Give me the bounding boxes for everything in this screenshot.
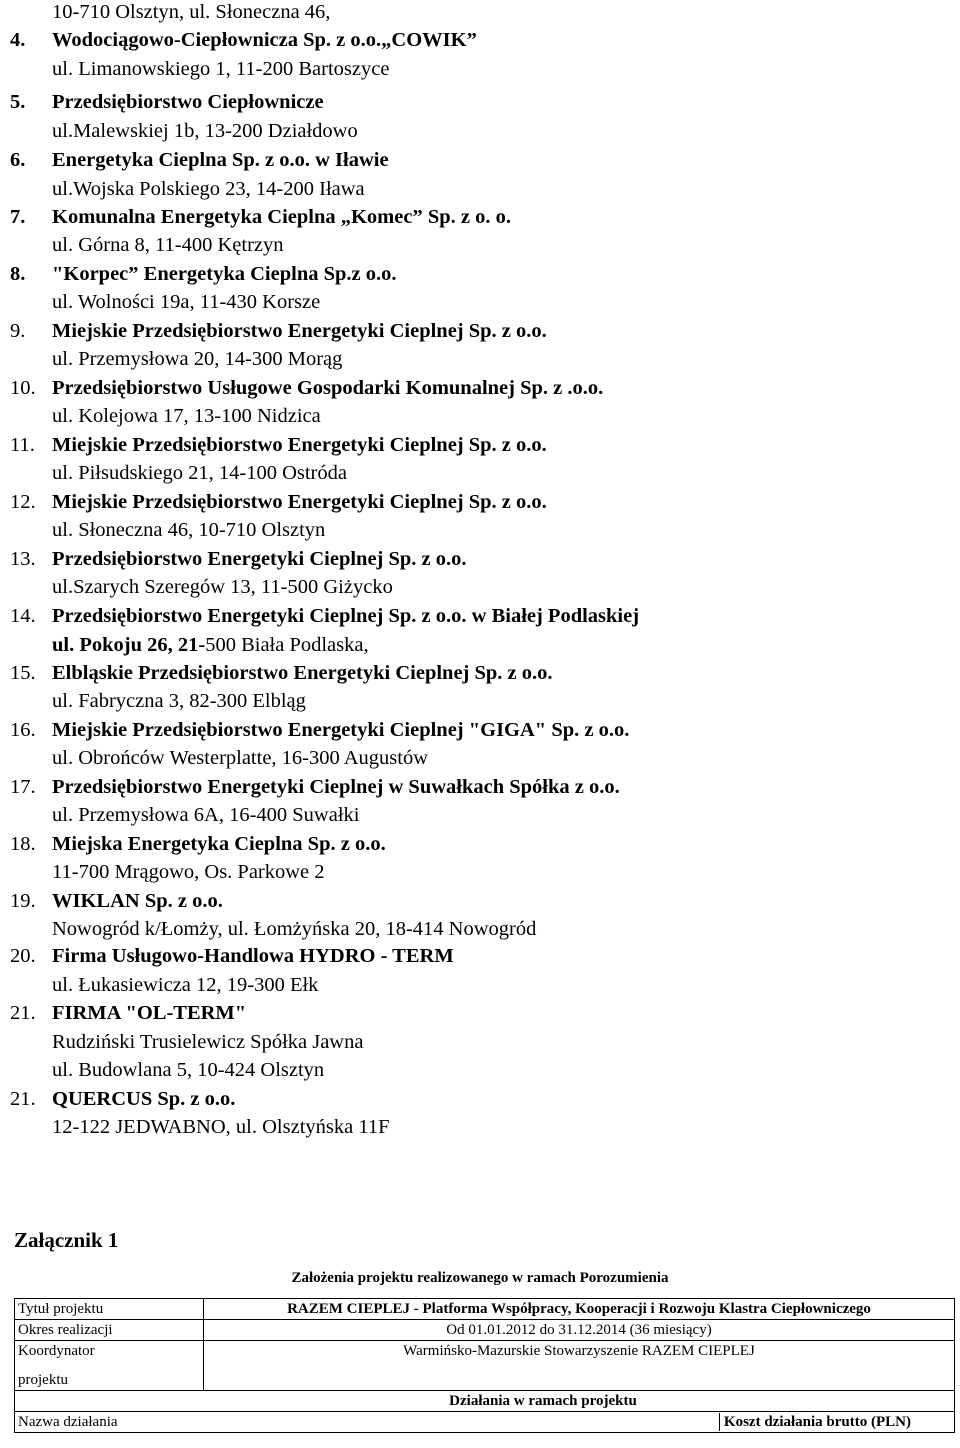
item-number: 14. xyxy=(10,605,36,627)
list-item xyxy=(10,1001,246,1025)
company-address: ul. Limanowskiego 1, 11-200 Bartoszyce xyxy=(52,58,390,80)
list-item xyxy=(10,28,477,52)
company-address xyxy=(52,633,369,657)
list-item xyxy=(10,433,547,457)
item-number: 11. xyxy=(10,434,35,456)
company-name: Przedsiębiorstwo Energetyki Cieplnej Sp. z o.o. xyxy=(52,548,467,570)
item-number: 5. xyxy=(10,91,26,113)
company-address: Rudziński Trusielewicz Spółka Jawna xyxy=(52,1031,364,1053)
annex-heading: Załącznik 1 xyxy=(14,1228,119,1252)
company-name: Komunalna Energetyka Cieplna „Komec” Sp. z o. o. xyxy=(52,206,511,228)
company-name: Miejskie Przedsiębiorstwo Energetyki Cieplnej Sp. z o.o. xyxy=(52,491,547,513)
item-number: 6. xyxy=(10,149,26,171)
row-label-line1: Koordynator xyxy=(18,1343,95,1359)
company-address: ul. Górna 8, 11-400 Kętrzyn xyxy=(52,234,284,256)
list-item xyxy=(10,90,324,114)
row-label-line2: projektu xyxy=(18,1372,68,1388)
company-name: Miejska Energetyka Cieplna Sp. z o.o. xyxy=(52,833,386,855)
annex-subtitle: Założenia projektu realizowanego w ramach Porozumienia xyxy=(291,1270,669,1286)
actions-columns xyxy=(15,1412,955,1433)
table-row xyxy=(15,1412,955,1433)
item-number: 4. xyxy=(10,29,26,51)
company-address: ul. Fabryczna 3, 82-300 Elbląg xyxy=(52,690,306,712)
company-address: ul. Przemysłowa 20, 14-300 Morąg xyxy=(52,348,343,370)
company-name: FIRMA "OL-TERM" xyxy=(52,1002,247,1024)
item-number: 12. xyxy=(10,491,36,513)
list-item xyxy=(10,889,223,913)
address-bold-part: ul. Pokoju 26, 21- xyxy=(52,634,206,656)
company-name: WIKLAN Sp. z o.o. xyxy=(52,890,223,912)
company-name: Przedsiębiorstwo Usługowe Gospodarki Komunalnej Sp. z .o.o. xyxy=(52,377,604,399)
company-name: Wodociągowo-Ciepłownicza Sp. z o.o.„COWIK” xyxy=(52,29,477,51)
row-value: Od 01.01.2012 do 31.12.2014 (36 miesiący) xyxy=(204,1320,955,1341)
list-item xyxy=(10,490,547,514)
item-number: 17. xyxy=(10,776,36,798)
company-name: Miejskie Przedsiębiorstwo Energetyki Cieplnej Sp. z o.o. xyxy=(52,434,547,456)
table-row xyxy=(15,1341,955,1391)
company-name: Przedsiębiorstwo Ciepłownicze xyxy=(52,91,324,113)
company-address: 11-700 Mrągowo, Os. Parkowe 2 xyxy=(52,861,325,883)
column-header-cost: Koszt działania brutto (PLN) xyxy=(719,1413,911,1431)
company-address: ul. Kolejowa 17, 13-100 Nidzica xyxy=(52,405,321,427)
table-row xyxy=(15,1320,955,1341)
list-item xyxy=(10,148,389,172)
row-value: Warmińsko-Mazurskie Stowarzyszenie RAZEM CIEPLEJ xyxy=(204,1341,955,1391)
company-address: ul. Łukasiewicza 12, 19-300 Ełk xyxy=(52,974,319,996)
list-item xyxy=(10,319,547,343)
company-name: Firma Usługowo-Handlowa HYDRO - TERM xyxy=(52,945,454,967)
item-number: 19. xyxy=(10,890,36,912)
company-address: ul. Słoneczna 46, 10-710 Olsztyn xyxy=(52,519,326,541)
row-label: Okres realizacji xyxy=(15,1320,204,1341)
item-number: 10. xyxy=(10,377,36,399)
company-address: Nowogród k/Łomży, ul. Łomżyńska 20, 18-414 Nowogród xyxy=(52,918,537,940)
company-address: ul.Malewskiej 1b, 13-200 Działdowo xyxy=(52,120,358,142)
item-number: 21. xyxy=(10,1088,36,1110)
company-address: ul. Wolności 19a, 11-430 Korsze xyxy=(52,291,321,313)
column-header-name: Nazwa działania xyxy=(18,1414,118,1430)
item-number: 21. xyxy=(10,1002,36,1024)
list-item xyxy=(10,205,511,229)
company-name: Przedsiębiorstwo Energetyki Cieplnej Sp. z o.o. w Białej Podlaskiej xyxy=(52,605,640,627)
list-item xyxy=(10,547,467,571)
item-number: 9. xyxy=(10,320,26,342)
address-rest: 500 Biała Podlaska, xyxy=(205,634,369,656)
list-item xyxy=(10,944,454,968)
company-name: Elbląskie Przedsiębiorstwo Energetyki Cieplnej Sp. z o.o. xyxy=(52,662,553,684)
company-name: "Korpec” Energetyka Cieplna Sp.z o.o. xyxy=(52,263,397,285)
list-item xyxy=(10,775,620,799)
table-row xyxy=(15,1391,955,1412)
company-address: ul. Budowlana 5, 10-424 Olsztyn xyxy=(52,1059,325,1081)
company-address: 12-122 JEDWABNO, ul. Olsztyńska 11F xyxy=(52,1116,390,1138)
list-item xyxy=(10,661,553,685)
list-item xyxy=(10,376,603,400)
list-item xyxy=(10,832,386,856)
item-number: 8. xyxy=(10,263,26,285)
actions-header: Działania w ramach projektu xyxy=(15,1391,955,1412)
item-number: 18. xyxy=(10,833,36,855)
project-info-table xyxy=(14,1298,955,1433)
row-label: Tytuł projektu xyxy=(15,1299,204,1320)
item-number: 20. xyxy=(10,945,36,967)
item-number: 7. xyxy=(10,206,26,228)
company-name: Przedsiębiorstwo Energetyki Cieplnej w Suwałkach Spółka z o.o. xyxy=(52,776,620,798)
row-label xyxy=(15,1341,204,1391)
company-address: ul.Szarych Szeregów 13, 11-500 Giżycko xyxy=(52,576,393,598)
company-name: Energetyka Cieplna Sp. z o.o. w Iławie xyxy=(52,149,389,171)
item-number: 15. xyxy=(10,662,36,684)
company-name: QUERCUS Sp. z o.o. xyxy=(52,1088,236,1110)
company-name: Miejskie Przedsiębiorstwo Energetyki Cieplnej Sp. z o.o. xyxy=(52,320,547,342)
item-number: 16. xyxy=(10,719,36,741)
company-address: ul.Wojska Polskiego 23, 14-200 Iława xyxy=(52,178,365,200)
company-address: ul. Piłsudskiego 21, 14-100 Ostróda xyxy=(52,462,347,484)
list-item xyxy=(10,1087,235,1111)
company-name: Miejskie Przedsiębiorstwo Energetyki Cieplnej "GIGA" Sp. z o.o. xyxy=(52,719,630,741)
item-number: 13. xyxy=(10,548,36,570)
company-address: ul. Przemysłowa 6A, 16-400 Suwałki xyxy=(52,804,360,826)
table-row xyxy=(15,1299,955,1320)
company-address: ul. Obrońców Westerplatte, 16-300 Augustów xyxy=(52,747,429,769)
list-item xyxy=(10,718,629,742)
address-line-top: 10-710 Olsztyn, ul. Słoneczna 46, xyxy=(52,1,331,23)
list-item xyxy=(10,604,639,628)
row-value: RAZEM CIEPLEJ - Platforma Współpracy, Kooperacji i Rozwoju Klastra Ciepłowniczego xyxy=(204,1299,955,1320)
list-item xyxy=(10,262,397,286)
